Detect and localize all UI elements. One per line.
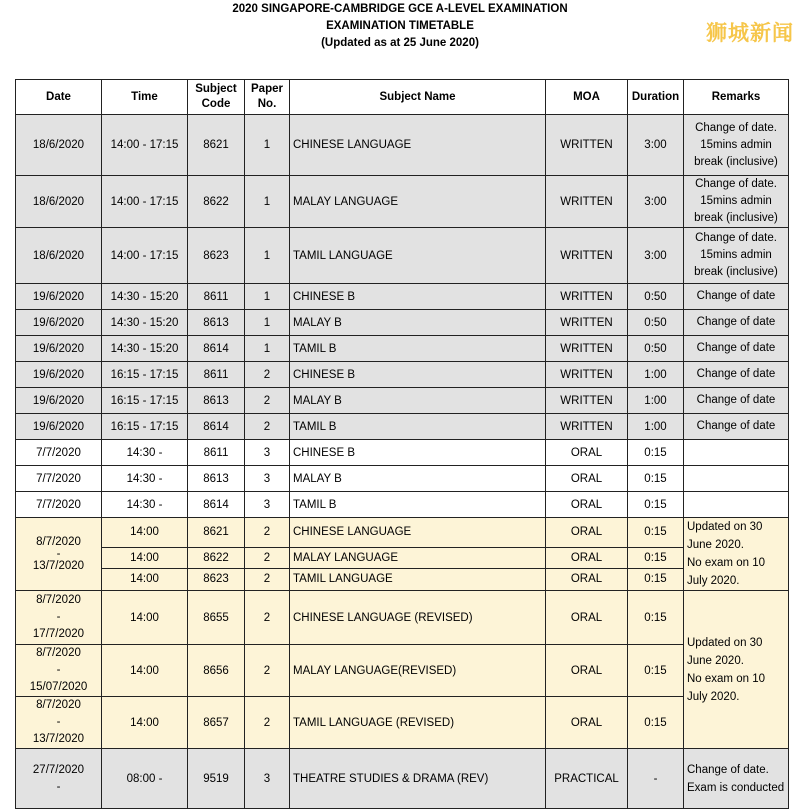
header-subtitle: EXAMINATION TIMETABLE <box>326 20 474 32</box>
subject-cell: TAMIL LANGUAGE <box>290 568 546 590</box>
date-cell: 7/7/2020 <box>16 492 102 518</box>
duration-cell: 0:15 <box>628 440 684 466</box>
date-cell: 19/6/2020 <box>16 310 102 336</box>
cell-line: 13/7/2020 <box>32 733 85 745</box>
time-cell: 16:15 - 17:15 <box>102 362 188 388</box>
date-cell: 19/6/2020 <box>16 336 102 362</box>
table-row <box>16 749 789 809</box>
paper-cell: 1 <box>245 310 290 336</box>
date-cell: 18/6/2020 <box>16 176 102 228</box>
duration-cell: 0:15 <box>628 518 684 548</box>
code-cell: 8611 <box>188 284 245 310</box>
time-cell: 14:30 - 15:20 <box>102 336 188 362</box>
subject-cell: MALAY LANGUAGE(REVISED) <box>290 645 546 697</box>
table-row <box>16 440 789 466</box>
table-row <box>16 388 789 414</box>
cell-line: - <box>56 548 61 560</box>
code-cell: 8613 <box>188 310 245 336</box>
cell-line: - <box>56 611 61 623</box>
moa-cell: PRACTICAL <box>546 749 628 809</box>
time-cell: 14:30 - 15:20 <box>102 284 188 310</box>
time-cell: 16:15 - 17:15 <box>102 388 188 414</box>
moa-cell: WRITTEN <box>546 228 628 284</box>
duration-cell: 0:15 <box>628 591 684 645</box>
table-row <box>16 228 789 284</box>
moa-cell: WRITTEN <box>546 388 628 414</box>
date-cell: 7/7/2020 <box>16 440 102 466</box>
cell-line: break (inclusive) <box>694 155 778 168</box>
subject-cell: MALAY LANGUAGE <box>290 547 546 568</box>
cell-line: No exam on 10 <box>687 672 765 685</box>
code-cell: 8614 <box>188 336 245 362</box>
paper-cell: 1 <box>245 284 290 310</box>
moa-cell: WRITTEN <box>546 115 628 176</box>
subject-cell: MALAY LANGUAGE <box>290 176 546 228</box>
table-row <box>16 115 789 176</box>
table-row <box>16 492 789 518</box>
table-row <box>16 414 789 440</box>
cell-line: July 2020. <box>687 575 740 587</box>
date-cell: 19/6/2020 <box>16 284 102 310</box>
remarks-cell <box>684 176 789 228</box>
header-title: 2020 SINGAPORE-CAMBRIDGE GCE A-LEVEL EXAMINATION <box>232 3 568 15</box>
cell-line: Change of date. <box>695 121 777 134</box>
duration-cell: 0:50 <box>628 310 684 336</box>
subject-cell: TAMIL B <box>290 492 546 518</box>
cell-line: Change of date <box>696 368 776 380</box>
date-cell <box>16 591 102 645</box>
table-row <box>16 310 789 336</box>
code-cell: 8621 <box>188 115 245 176</box>
remarks-cell <box>684 228 789 284</box>
subject-cell: CHINESE LANGUAGE <box>290 115 546 176</box>
col-duration: Duration <box>628 80 684 115</box>
time-cell: 14:00 <box>102 591 188 645</box>
cell-line: 8/7/2020 <box>36 647 81 659</box>
paper-cell: 2 <box>245 388 290 414</box>
cell-line: Change of date. <box>695 178 777 190</box>
date-cell: 19/6/2020 <box>16 388 102 414</box>
paper-cell: 2 <box>245 591 290 645</box>
cell-line: July 2020. <box>687 690 740 703</box>
date-cell <box>16 518 102 591</box>
date-cell: 18/6/2020 <box>16 228 102 284</box>
cell-line: Exam is conducted <box>687 781 785 794</box>
code-cell: 8622 <box>188 176 245 228</box>
remarks-cell <box>684 115 789 176</box>
remarks-cell <box>684 440 789 466</box>
paper-cell: 3 <box>245 466 290 492</box>
moa-cell: ORAL <box>546 568 628 590</box>
date-cell <box>16 645 102 697</box>
subject-cell: TAMIL B <box>290 336 546 362</box>
watermark-logo: 狮城新闻 <box>706 21 794 45</box>
col-time: Time <box>102 80 188 115</box>
subject-cell: CHINESE B <box>290 284 546 310</box>
header-updated-note: (Updated as at 25 June 2020) <box>321 37 479 49</box>
date-cell <box>16 697 102 749</box>
code-cell: 8655 <box>188 591 245 645</box>
paper-cell: 1 <box>245 115 290 176</box>
time-cell: 14:30 - <box>102 466 188 492</box>
duration-cell: 0:50 <box>628 284 684 310</box>
subject-cell: TAMIL LANGUAGE (REVISED) <box>290 697 546 749</box>
table-row <box>16 466 789 492</box>
cell-line: June 2020. <box>687 654 744 667</box>
table-row <box>16 697 789 749</box>
cell-line: 8/7/2020 <box>36 536 81 548</box>
cell-line: 27/7/2020 <box>32 763 85 776</box>
time-cell: 14:00 <box>102 645 188 697</box>
duration-cell: 0:15 <box>628 645 684 697</box>
moa-cell: WRITTEN <box>546 176 628 228</box>
cell-line: 15mins admin <box>700 195 772 207</box>
remarks-cell <box>684 591 789 749</box>
col-remarks: Remarks <box>684 80 789 115</box>
subject-cell: MALAY B <box>290 310 546 336</box>
paper-cell: 2 <box>245 362 290 388</box>
duration-cell: 3:00 <box>628 228 684 284</box>
col-date: Date <box>16 80 102 115</box>
cell-line: Change of date <box>696 394 776 406</box>
moa-cell: ORAL <box>546 440 628 466</box>
moa-cell: WRITTEN <box>546 310 628 336</box>
duration-cell: 1:00 <box>628 362 684 388</box>
code-cell: 9519 <box>188 749 245 809</box>
subject-cell: CHINESE B <box>290 440 546 466</box>
table-row <box>16 547 789 568</box>
code-cell: 8622 <box>188 547 245 568</box>
cell-line: Updated on 30 <box>687 521 763 533</box>
remarks-cell <box>684 518 789 591</box>
code-cell: 8623 <box>188 568 245 590</box>
moa-cell: ORAL <box>546 466 628 492</box>
cell-line: 8/7/2020 <box>36 594 81 606</box>
code-cell: 8621 <box>188 518 245 548</box>
date-cell <box>16 749 102 809</box>
table-row <box>16 518 789 548</box>
moa-cell: WRITTEN <box>546 336 628 362</box>
table-row <box>16 336 789 362</box>
time-cell: 14:30 - <box>102 492 188 518</box>
table-row <box>16 591 789 645</box>
cell-line: 17/7/2020 <box>32 628 85 640</box>
time-cell: 14:00 <box>102 547 188 568</box>
code-cell: 8614 <box>188 414 245 440</box>
paper-cell: 2 <box>245 414 290 440</box>
subject-cell: CHINESE LANGUAGE (REVISED) <box>290 591 546 645</box>
paper-cell: 2 <box>245 697 290 749</box>
table-row <box>16 284 789 310</box>
paper-cell: 2 <box>245 645 290 697</box>
remarks-cell <box>684 466 789 492</box>
code-cell: 8657 <box>188 697 245 749</box>
code-cell: 8613 <box>188 466 245 492</box>
document-header <box>0 0 800 52</box>
time-cell: 14:30 - 15:20 <box>102 310 188 336</box>
cell-line: Change of date. <box>687 763 769 776</box>
cell-line: break (inclusive) <box>694 212 778 224</box>
paper-cell: 2 <box>245 547 290 568</box>
duration-cell: 1:00 <box>628 388 684 414</box>
date-cell: 19/6/2020 <box>16 414 102 440</box>
code-cell: 8623 <box>188 228 245 284</box>
moa-cell: ORAL <box>546 697 628 749</box>
time-cell: 14:00 - 17:15 <box>102 176 188 228</box>
remarks-cell <box>684 749 789 809</box>
date-cell: 7/7/2020 <box>16 466 102 492</box>
duration-cell: 3:00 <box>628 115 684 176</box>
moa-cell: ORAL <box>546 547 628 568</box>
remarks-cell <box>684 310 789 336</box>
duration-cell: 0:50 <box>628 336 684 362</box>
remarks-cell <box>684 284 789 310</box>
code-cell: 8611 <box>188 362 245 388</box>
cell-line: 15mins admin <box>700 138 772 151</box>
cell-line: June 2020. <box>687 539 744 551</box>
cell-line: Change of date. <box>695 232 777 244</box>
paper-cell: 1 <box>245 336 290 362</box>
code-cell: 8611 <box>188 440 245 466</box>
remarks-cell <box>684 388 789 414</box>
cell-line: Change of date <box>696 420 776 432</box>
table-header-row <box>16 80 789 115</box>
time-cell: 14:00 <box>102 697 188 749</box>
paper-cell: 3 <box>245 440 290 466</box>
remarks-cell <box>684 362 789 388</box>
cell-line: - <box>56 780 61 793</box>
moa-cell: WRITTEN <box>546 284 628 310</box>
cell-line: Updated on 30 <box>687 636 763 649</box>
moa-cell: ORAL <box>546 591 628 645</box>
remarks-cell <box>684 414 789 440</box>
moa-cell: ORAL <box>546 492 628 518</box>
date-cell: 19/6/2020 <box>16 362 102 388</box>
subject-cell: CHINESE B <box>290 362 546 388</box>
time-cell: 14:00 - 17:15 <box>102 228 188 284</box>
duration-cell: 1:00 <box>628 414 684 440</box>
cell-line: No exam on 10 <box>687 557 765 569</box>
time-cell: 08:00 - <box>102 749 188 809</box>
time-cell: 14:00 <box>102 518 188 548</box>
time-cell: 14:30 - <box>102 440 188 466</box>
duration-cell: 0:15 <box>628 492 684 518</box>
duration-cell: - <box>628 749 684 809</box>
duration-cell: 0:15 <box>628 547 684 568</box>
duration-cell: 0:15 <box>628 568 684 590</box>
cell-line: break (inclusive) <box>694 266 778 278</box>
paper-cell: 1 <box>245 228 290 284</box>
moa-cell: WRITTEN <box>546 414 628 440</box>
subject-cell: TAMIL B <box>290 414 546 440</box>
table-row <box>16 645 789 697</box>
exam-timetable <box>15 79 789 809</box>
moa-cell: WRITTEN <box>546 362 628 388</box>
cell-line: Change of date <box>696 342 776 354</box>
cell-line: Change of date <box>696 316 776 328</box>
moa-cell: ORAL <box>546 518 628 548</box>
cell-line: Change of date <box>696 290 776 302</box>
paper-cell: 2 <box>245 568 290 590</box>
subject-cell: TAMIL LANGUAGE <box>290 228 546 284</box>
col-moa: MOA <box>546 80 628 115</box>
remarks-cell <box>684 492 789 518</box>
col-subject-code: Subject Code <box>188 80 245 115</box>
time-cell: 14:00 <box>102 568 188 590</box>
paper-cell: 3 <box>245 749 290 809</box>
subject-cell: CHINESE LANGUAGE <box>290 518 546 548</box>
col-paper-no: Paper No. <box>245 80 290 115</box>
remarks-cell <box>684 336 789 362</box>
cell-line: - <box>56 716 61 728</box>
cell-line: 13/7/2020 <box>32 560 85 572</box>
table-row <box>16 362 789 388</box>
date-cell: 18/6/2020 <box>16 115 102 176</box>
duration-cell: 0:15 <box>628 466 684 492</box>
paper-cell: 1 <box>245 176 290 228</box>
time-cell: 16:15 - 17:15 <box>102 414 188 440</box>
time-cell: 14:00 - 17:15 <box>102 115 188 176</box>
moa-cell: ORAL <box>546 645 628 697</box>
code-cell: 8614 <box>188 492 245 518</box>
cell-line: 15mins admin <box>700 249 772 261</box>
table-row <box>16 568 789 590</box>
cell-line: 8/7/2020 <box>36 699 81 711</box>
duration-cell: 3:00 <box>628 176 684 228</box>
code-cell: 8613 <box>188 388 245 414</box>
cell-line: 15/07/2020 <box>29 681 88 693</box>
subject-cell: MALAY B <box>290 466 546 492</box>
cell-line: - <box>56 664 61 676</box>
code-cell: 8656 <box>188 645 245 697</box>
duration-cell: 0:15 <box>628 697 684 749</box>
subject-cell: MALAY B <box>290 388 546 414</box>
paper-cell: 2 <box>245 518 290 548</box>
table-row <box>16 176 789 228</box>
col-subject-name: Subject Name <box>290 80 546 115</box>
subject-cell: THEATRE STUDIES & DRAMA (REV) <box>290 749 546 809</box>
paper-cell: 3 <box>245 492 290 518</box>
